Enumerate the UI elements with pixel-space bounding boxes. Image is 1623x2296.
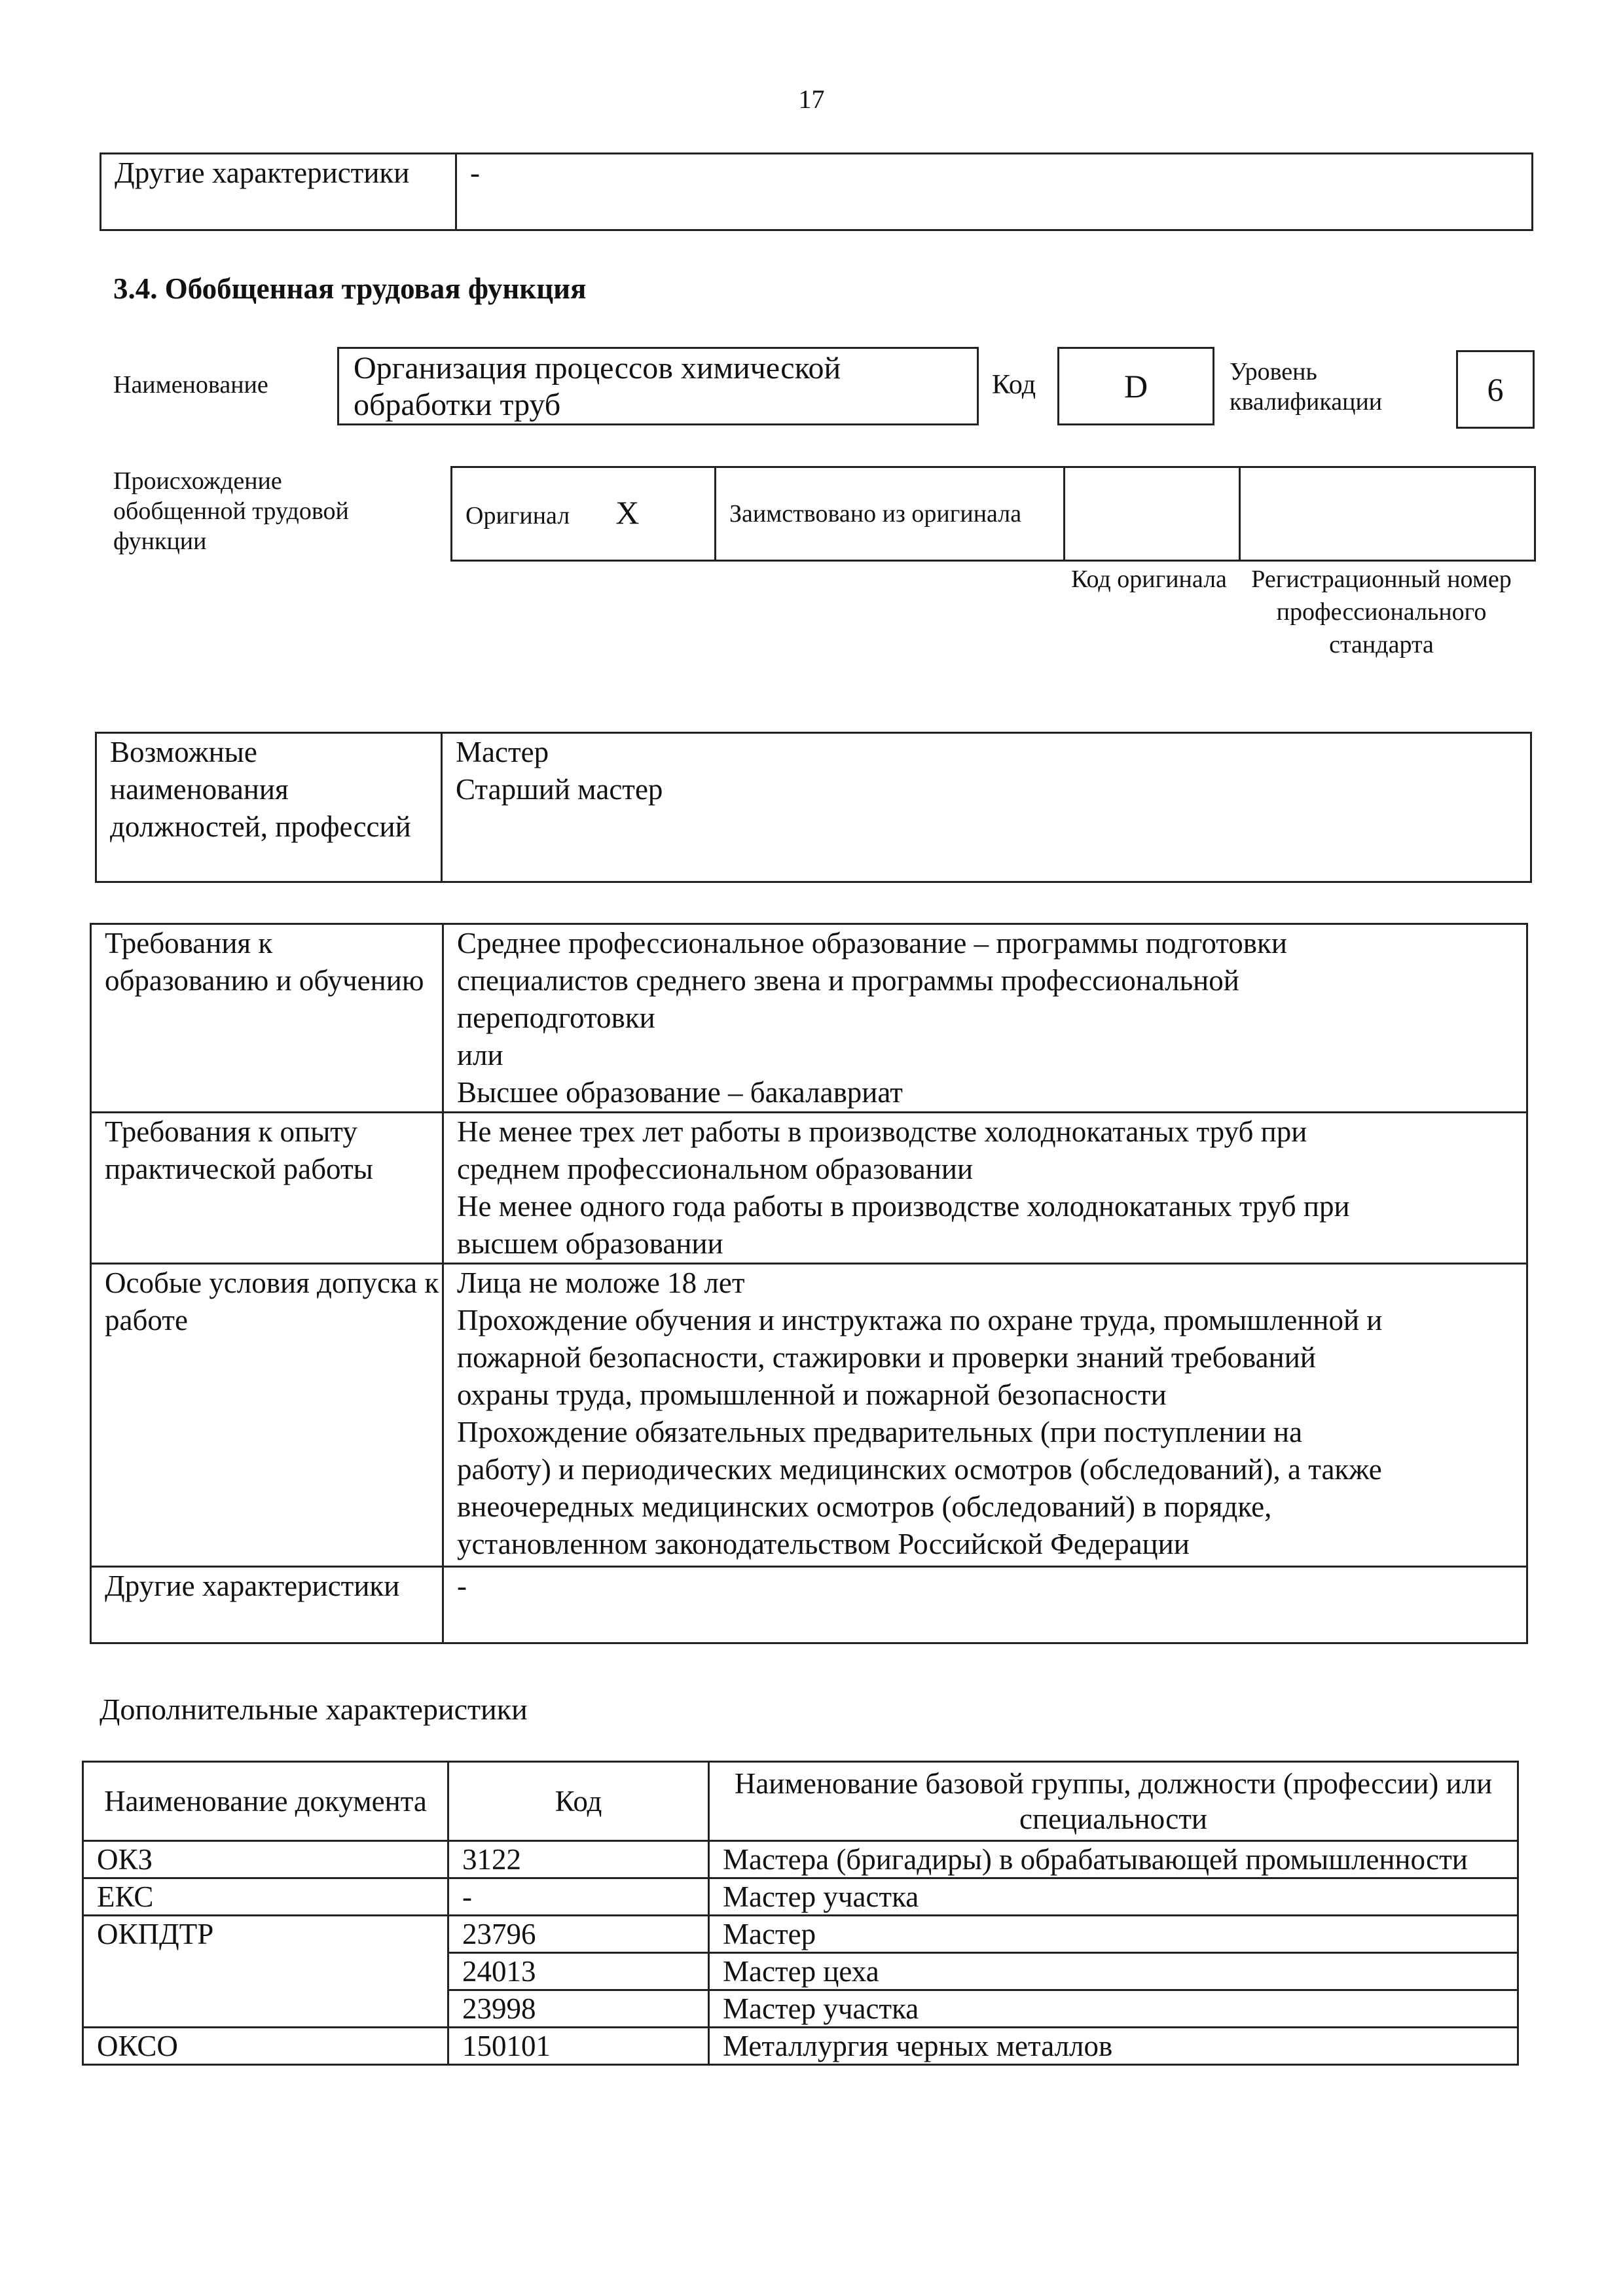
origin-table — [450, 466, 1536, 562]
row-doc: ОКЗ — [83, 1841, 448, 1878]
page-number: 17 — [798, 84, 825, 114]
other-characteristics-value: - — [443, 1567, 1527, 1643]
table-row — [83, 1878, 1518, 1916]
text-line: установленном законодательством Российской Федерации — [457, 1528, 1190, 1560]
row-code: - — [448, 1878, 709, 1916]
text-line: переподготовки — [457, 1001, 655, 1034]
text-line: Лица не моложе 18 лет — [457, 1266, 745, 1299]
admission-label: Особые условия допуска к работе — [91, 1264, 443, 1567]
position-item: Старший мастер — [456, 773, 663, 806]
extra-characteristics-table — [82, 1761, 1519, 2066]
text-line: работу) и периодических медицинских осмотров (обследований), а также — [457, 1453, 1382, 1486]
row-name: Мастер цеха — [709, 1953, 1518, 1990]
header-code: Код — [448, 1762, 709, 1841]
text-line: пожарной безопасности, стажировки и проверки знаний требований — [457, 1341, 1316, 1374]
text-line: высшем образовании — [457, 1227, 723, 1260]
row-code: 23998 — [448, 1990, 709, 2028]
section-title: 3.4. Обобщенная трудовая функция — [113, 272, 587, 305]
other-characteristics-label: Другие характеристики — [91, 1567, 443, 1643]
function-name-value: Организация процессов химической обработки труб — [337, 347, 979, 425]
table-row — [83, 1916, 1518, 1953]
other-characteristics-label: Другие характеристики — [101, 154, 456, 230]
text-line: среднем профессиональном образовании — [457, 1153, 974, 1185]
positions-values — [442, 733, 1531, 882]
position-item: Мастер — [456, 736, 549, 768]
row-doc: ЕКС — [83, 1878, 448, 1916]
level-label: Уровень квалификации — [1230, 358, 1383, 416]
function-code-value: D — [1057, 347, 1214, 425]
code-caption: Код оригинала — [1071, 565, 1227, 593]
borrowed-label: Заимствовано из оригинала — [716, 467, 1065, 561]
origin-label: Происхождение обобщенной трудовой функции — [113, 467, 349, 555]
qualification-level-value: 6 — [1456, 350, 1535, 429]
row-name: Мастер — [709, 1916, 1518, 1953]
row-name: Мастер участка — [709, 1990, 1518, 2028]
row-code: 24013 — [448, 1953, 709, 1990]
positions-label: Возможные наименования должностей, профессий — [96, 733, 442, 882]
original-label: Оригинал — [465, 501, 570, 529]
text-line: Не менее одного года работы в производстве холоднокатаных труб при — [457, 1190, 1350, 1223]
row-code: 23796 — [448, 1916, 709, 1953]
text-line: Прохождение обучения и инструктажа по охране труда, промышленной и — [457, 1304, 1383, 1336]
text-line: внеочередных медицинских осмотров (обследований) в порядке, — [457, 1490, 1272, 1523]
row-name: Мастер участка — [709, 1878, 1518, 1916]
table-row — [83, 2028, 1518, 2065]
header-group-name: Наименование базовой группы, должности (профессии) или специальности — [709, 1762, 1518, 1841]
registration-caption: Регистрационный номер профессионального стандарта — [1251, 565, 1512, 658]
positions-table — [95, 732, 1532, 883]
code-label: Код — [992, 370, 1036, 400]
text-line: или — [457, 1039, 503, 1071]
row-code: 3122 — [448, 1841, 709, 1878]
text-line: Высшее образование – бакалавриат — [457, 1076, 903, 1109]
table-row — [83, 1841, 1518, 1878]
text-line: охраны труда, промышленной и пожарной безопасности — [457, 1378, 1167, 1411]
row-doc: ОКПДТР — [83, 1916, 448, 2028]
text-line: Прохождение обязательных предварительных (при поступлении на — [457, 1416, 1303, 1448]
name-label: Наименование — [113, 371, 268, 399]
original-code-cell — [1065, 467, 1240, 561]
requirements-table — [90, 923, 1528, 1644]
education-value — [443, 924, 1527, 1113]
extra-characteristics-title: Дополнительные характеристики — [100, 1693, 528, 1726]
experience-value — [443, 1113, 1527, 1264]
row-name: Металлургия черных металлов — [709, 2028, 1518, 2065]
other-characteristics-value: - — [456, 154, 1533, 230]
origin-original-cell — [452, 467, 716, 561]
row-code: 150101 — [448, 2028, 709, 2065]
text-line: специалистов среднего звена и программы профессиональной — [457, 964, 1239, 997]
original-mark: X — [615, 493, 640, 531]
text-line: Не менее трех лет работы в производстве холоднокатаных труб при — [457, 1115, 1307, 1148]
education-label: Требования к образованию и обучению — [91, 924, 443, 1113]
row-doc: ОКСО — [83, 2028, 448, 2065]
experience-label: Требования к опыту практической работы — [91, 1113, 443, 1264]
registration-number-cell — [1240, 467, 1535, 561]
other-characteristics-table-top — [100, 152, 1533, 231]
admission-value — [443, 1264, 1527, 1567]
text-line: Среднее профессиональное образование – программы подготовки — [457, 927, 1287, 960]
header-document: Наименование документа — [83, 1762, 448, 1841]
row-name: Мастера (бригадиры) в обрабатывающей промышленности — [709, 1841, 1518, 1878]
